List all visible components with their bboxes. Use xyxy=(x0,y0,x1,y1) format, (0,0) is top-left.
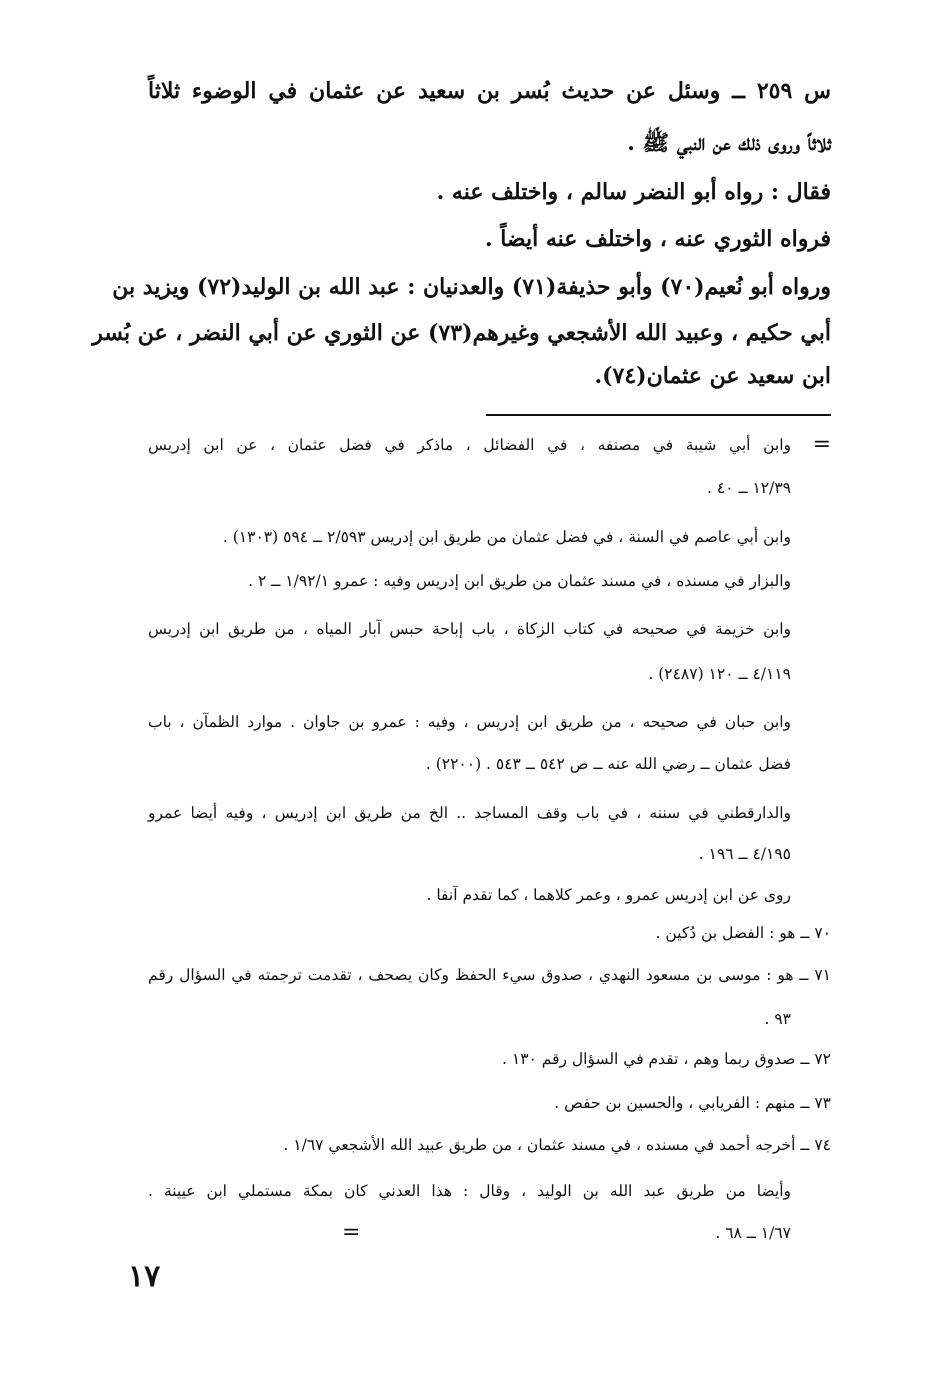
answer-line-4: أبي حكيم ، وعبيد الله الأشجعي وغيرهم(٧٣) عن الثوري عن أبي النضر ، عن بُسر xyxy=(92,320,831,346)
footnote-72: ٧٢ ــ صدوق ربما وهم ، تقدم في السؤال رقم ١٣٠ . xyxy=(502,1050,831,1068)
footnote-line: والدارقطني في سننه ، في باب وقف المساجد .. الخ من طريق ابن إدريس ، وفيه أيضا عمرو xyxy=(148,804,791,822)
answer-line-3: ورواه أبو نُعيم(٧٠) وأبو حذيفة(٧١) والعدنيان : عبد الله بن الوليد(٧٢) ويزيد بن xyxy=(112,274,831,300)
footnote-74-cont: وأيضا من طريق عبد الله بن الوليد ، وقال : هذا العدني كان بمكة مستملي ابن عيينة . xyxy=(148,1182,791,1200)
footnote-line: روى عن ابن إدريس عمرو ، وعمر كلاهما ، كما تقدم آنفا . xyxy=(426,886,791,904)
footnote-73: ٧٣ ــ منهم : الفريابي ، والحسين بن حفص . xyxy=(554,1094,831,1112)
footnote-line: وابن خزيمة في صحيحه في كتاب الزكاة ، باب إباحة حبس آبار المياه ، من طريق ابن إدريس xyxy=(148,620,791,638)
continuation-marker: = xyxy=(812,432,831,457)
answer-line-5: ابن سعيد عن عثمان(٧٤). xyxy=(594,363,831,389)
answer-line-2: فرواه الثوري عنه ، واختلف عنه أيضاً . xyxy=(484,226,831,252)
footnote-71-cont: ٩٣ . xyxy=(764,1010,791,1028)
footnote-line: وابن أبي شيبة في مصنفه ، في الفضائل ، ماذكر في فضل عثمان ، عن ابن إدريس xyxy=(148,436,791,454)
question-line-1: س ٢٥٩ ــ وسئل عن حديث بُسر بن سعيد عن عثمان في الوضوء ثلاثاً xyxy=(148,78,831,104)
question-line-2: ثلاثاً وروى ذلك عن النبي ﷺ . xyxy=(627,130,831,156)
answer-line-1: فقال : رواه أبو النضر سالم ، واختلف عنه . xyxy=(436,179,831,205)
footnote-74-cont: ١/٦٧ ــ ٦٨ . xyxy=(715,1224,791,1242)
footnote-line: ٤/١١٩ ــ ١٢٠ (٢٤٨٧) . xyxy=(648,665,791,683)
footnote-line: والبزار في مسنده ، في مسند عثمان من طريق ابن إدريس وفيه : عمرو ١/٩٢/١ ــ ٢ . xyxy=(248,572,791,590)
footnote-74: ٧٤ ــ أخرجه أحمد في مسنده ، في مسند عثمان ، من طريق عبيد الله الأشجعي ١/٦٧ . xyxy=(283,1136,831,1154)
page-number: ١٧ xyxy=(128,1259,161,1294)
footnote-line: ١٢/٣٩ ــ ٤٠ . xyxy=(707,479,791,497)
footnote-71: ٧١ ــ هو : موسى بن مسعود النهدي ، صدوق سيء الحفظ وكان يصحف ، تقدمت ترجمته في السؤال رقم xyxy=(148,966,831,984)
footnote-line: وابن أبي عاصم في السنة ، في فضل عثمان من طريق ابن إدريس ٢/٥٩٣ ــ ٥٩٤ (١٣٠٣) . xyxy=(222,528,791,546)
continuation-marker: = xyxy=(342,1220,361,1245)
footnote-line: ٤/١٩٥ ــ ١٩٦ . xyxy=(698,845,791,863)
footnote-separator xyxy=(486,414,831,416)
footnote-line: فضل عثمان ــ رضي الله عنه ــ ص ٥٤٢ ــ ٥٤٣ . (٢٢٠٠) . xyxy=(425,755,791,773)
footnote-70: ٧٠ ــ هو : الفضل بن دُكين . xyxy=(655,924,831,942)
footnote-line: وابن حبان في صحيحه ، من طريق ابن إدريس ، وفيه : عمرو بن جاوان . موارد الظمآن ، باب xyxy=(148,713,791,731)
